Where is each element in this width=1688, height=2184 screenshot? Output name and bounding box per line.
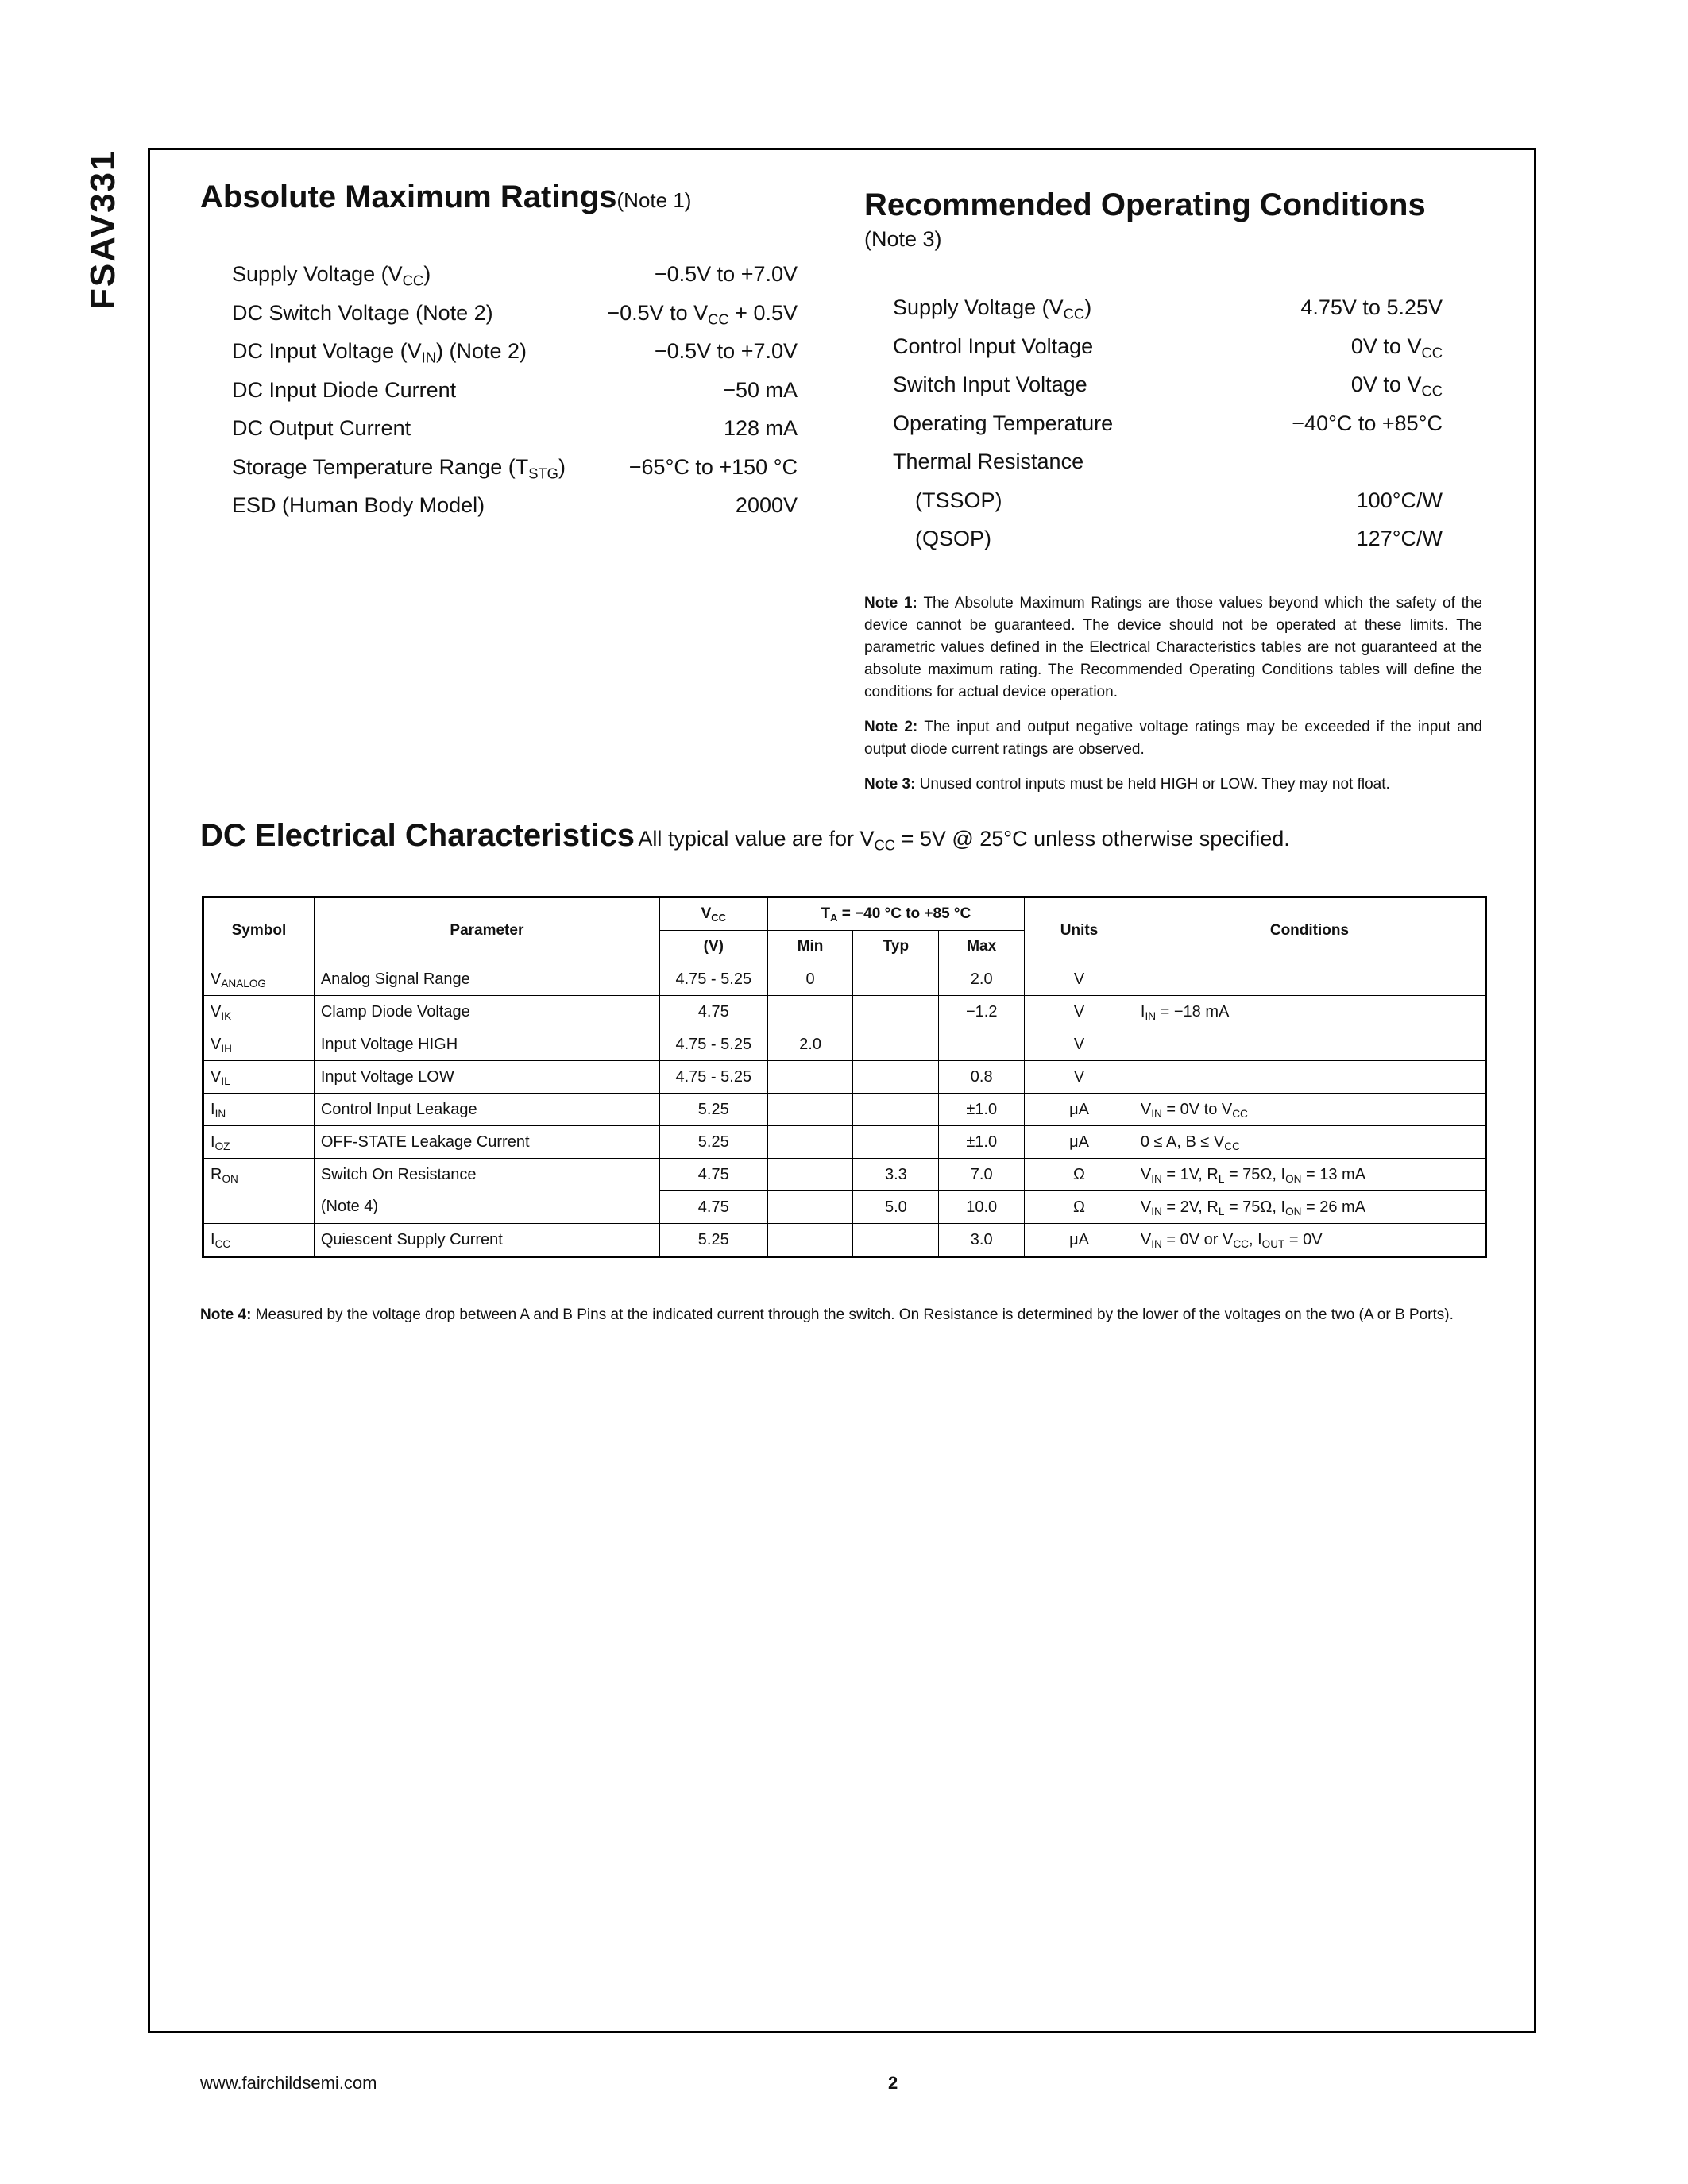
cell-typ [853, 1224, 939, 1257]
abs-max-label: Storage Temperature Range $(T_{STG})$ [232, 454, 566, 481]
cell-vcc: 4.75 - 5.25 [659, 1028, 767, 1061]
cell-max: 2.0 [939, 963, 1025, 996]
note-paragraph: Note 2: The input and output negative voltage ratings may be exceeded if the input and output diode current ratings are observed. [864, 719, 1482, 758]
col-units: Units [1025, 897, 1134, 963]
rec-op-label: (TSSOP) [915, 488, 1002, 512]
cell-conditions: 0 ≤ A, $B \le V_{CC}$ [1134, 1126, 1485, 1159]
cell-min [767, 1159, 853, 1191]
cell-conditions: $V_{IN} = 0V$ or $V_{CC}$, $I_{OUT} = 0V$ [1134, 1224, 1485, 1257]
rec-op-label: Operating Temperature [893, 411, 1114, 435]
cell-typ [853, 1028, 939, 1061]
cell-symbol [203, 1191, 315, 1224]
abs-max-label: DC Switch Voltage (Note 2) [232, 300, 493, 325]
cell-parameter: Control Input Leakage [314, 1094, 659, 1126]
note-paragraph: Note 1: The Absolute Maximum Ratings are those values beyond which the safety of the device cannot be guaranteed. The device should not be operated at these limits. The parametric values defined in the Electrical Characteristics tables are not guaranteed at the absolute maximum rating. The Recommended Operating Conditions tables will define the conditions for actual device operation. [864, 595, 1482, 700]
abs-max-value: 2000V [735, 493, 798, 517]
abs-max-row [232, 339, 798, 368]
cell-typ [853, 1126, 939, 1159]
abs-max-value: −50 mA [723, 377, 798, 402]
cell-min [767, 1094, 853, 1126]
cell-conditions [1134, 1061, 1485, 1094]
abs-max-row [232, 301, 798, 330]
rec-op-label: (QSOP) [915, 527, 992, 550]
cell-units: V [1025, 1028, 1134, 1061]
col-symbol: Symbol [203, 897, 315, 963]
cell-symbol: $R_{ON}$ [203, 1159, 315, 1191]
abs-max-row [232, 416, 798, 445]
cell-typ [853, 1061, 939, 1094]
cell-typ: 5.0 [853, 1191, 939, 1224]
abs-max-value: −65°C to +150 °C [628, 454, 798, 479]
col-parameter: Parameter [314, 897, 659, 963]
cell-vcc: 4.75 [659, 1159, 767, 1191]
rec-op-row [893, 295, 1443, 324]
cell-vcc: 4.75 [659, 1191, 767, 1224]
cell-parameter: (Note 4) [314, 1191, 659, 1224]
side-part-number: FSAV331 [83, 149, 122, 310]
cell-min: 2.0 [767, 1028, 853, 1061]
cell-units: μA [1025, 1094, 1134, 1126]
cell-conditions [1134, 1028, 1485, 1061]
rec-op-label: Control Input Voltage [893, 334, 1094, 358]
abs-max-heading [200, 179, 691, 215]
col-max: Max [939, 931, 1025, 963]
abs-max-row [232, 262, 798, 291]
rec-op-title: Recommended Operating Conditions [864, 187, 1426, 222]
rec-op-label: Thermal Resistance [893, 450, 1084, 473]
abs-max-label: DC Input Voltage $(V_{IN})$ (Note 2) [232, 339, 527, 366]
table-row [203, 1028, 1486, 1061]
table-row [203, 1224, 1486, 1257]
table-row [203, 1126, 1486, 1159]
cell-symbol: $V_{ANALOG}$ [203, 963, 315, 996]
cell-typ: 3.3 [853, 1159, 939, 1191]
cell-symbol: $V_{IL}$ [203, 1061, 315, 1094]
cell-parameter: Input Voltage HIGH [314, 1028, 659, 1061]
dc-subtitle: All typical value are for $V_{CC} = 5V$ @ 25°C unless otherwise specified. [638, 827, 1290, 854]
cell-units: V [1025, 1061, 1134, 1094]
rec-op-value: 127°C/W [1356, 527, 1443, 550]
abs-max-note: (Note 1) [616, 188, 692, 212]
note-4: Note 4: Measured by the voltage drop between A and B Pins at the indicated current through the switch. On Resistance is determined by the lower of the voltages on the two (A or B Ports). [200, 1306, 1454, 1323]
cell-min [767, 1061, 853, 1094]
table-row [203, 1094, 1486, 1126]
cell-max: 10.0 [939, 1191, 1025, 1224]
table-row [203, 1191, 1486, 1224]
cell-vcc: 4.75 - 5.25 [659, 1061, 767, 1094]
abs-max-value: −0.5V to $V_{CC} + 0.5V$ [607, 300, 798, 327]
abs-max-label: DC Input Diode Current [232, 377, 457, 402]
cell-max: ±1.0 [939, 1094, 1025, 1126]
cell-min [767, 1191, 853, 1224]
cell-vcc: 5.25 [659, 1126, 767, 1159]
note-paragraph: Note 3: Unused control inputs must be held HIGH or LOW. They may not float. [864, 776, 1390, 793]
cell-symbol: $I_{OZ}$ [203, 1126, 315, 1159]
cell-typ [853, 996, 939, 1028]
abs-max-row [232, 455, 798, 484]
abs-max-value: 128 mA [723, 416, 798, 440]
cell-min: 0 [767, 963, 853, 996]
cell-max: 0.8 [939, 1061, 1025, 1094]
rec-op-row [893, 527, 1443, 555]
cell-parameter: Quiescent Supply Current [314, 1224, 659, 1257]
cell-symbol: $V_{IK}$ [203, 996, 315, 1028]
rec-op-row [893, 450, 1443, 478]
table-row [203, 1061, 1486, 1094]
abs-max-value: −0.5V to +7.0V [654, 339, 798, 363]
cell-conditions: $V_{IN} = 1V$, $R_L = 75\Omega$, $I_{ON} = 13$ mA [1134, 1159, 1485, 1191]
table-row [203, 963, 1486, 996]
cell-max: ±1.0 [939, 1126, 1025, 1159]
cell-max: 3.0 [939, 1224, 1025, 1257]
table-header-row [203, 897, 1486, 931]
cell-conditions: $I_{IN} = -18$ mA [1134, 996, 1485, 1028]
cell-conditions: $V_{IN} = 0V$ to $V_{CC}$ [1134, 1094, 1485, 1126]
cell-vcc: 4.75 [659, 996, 767, 1028]
cell-min [767, 996, 853, 1028]
notes-block [864, 592, 1482, 808]
rec-op-value: 0V to $V_{CC}$ [1350, 334, 1443, 361]
cell-units: Ω [1025, 1159, 1134, 1191]
dc-title: DC Electrical Characteristics [200, 818, 635, 853]
cell-vcc: 4.75 - 5.25 [659, 963, 767, 996]
abs-max-row [232, 378, 798, 407]
col-vcc: $V_{CC}$ [659, 897, 767, 931]
rec-op-row [893, 488, 1443, 517]
cell-units: Ω [1025, 1191, 1134, 1224]
cell-max: −1.2 [939, 996, 1025, 1028]
col-conditions: Conditions [1134, 897, 1485, 963]
rec-op-row [893, 334, 1443, 363]
table-row [203, 996, 1486, 1028]
cell-min [767, 1224, 853, 1257]
cell-parameter: Switch On Resistance [314, 1159, 659, 1191]
col-vcc-unit: (V) [659, 931, 767, 963]
cell-conditions: $V_{IN} = 2V$, $R_L = 75\Omega$, $I_{ON} = 26$ mA [1134, 1191, 1485, 1224]
abs-max-row [232, 493, 798, 522]
rec-op-note: (Note 3) [864, 227, 942, 251]
cell-symbol: $V_{IH}$ [203, 1028, 315, 1061]
cell-min [767, 1126, 853, 1159]
dc-heading [200, 818, 1290, 854]
abs-max-value: −0.5V to +7.0V [654, 262, 798, 286]
dc-characteristics-table [202, 896, 1487, 1258]
cell-symbol: $I_{IN}$ [203, 1094, 315, 1126]
page-number: 2 [888, 2073, 898, 2093]
abs-max-label: ESD (Human Body Model) [232, 493, 485, 517]
cell-units: V [1025, 996, 1134, 1028]
cell-typ [853, 1094, 939, 1126]
cell-parameter: Clamp Diode Voltage [314, 996, 659, 1028]
cell-max: 7.0 [939, 1159, 1025, 1191]
col-typ: Typ [853, 931, 939, 963]
cell-units: μA [1025, 1224, 1134, 1257]
cell-vcc: 5.25 [659, 1224, 767, 1257]
rec-op-value: −40°C to +85°C [1292, 411, 1443, 435]
cell-typ [853, 963, 939, 996]
rec-op-value: 0V to $V_{CC}$ [1350, 372, 1443, 399]
cell-vcc: 5.25 [659, 1094, 767, 1126]
cell-parameter: OFF-STATE Leakage Current [314, 1126, 659, 1159]
rec-op-row [893, 411, 1443, 440]
cell-parameter: Analog Signal Range [314, 963, 659, 996]
cell-parameter: Input Voltage LOW [314, 1061, 659, 1094]
abs-max-label: Supply Voltage $(V_{CC})$ [232, 262, 431, 289]
footer-url: www.fairchildsemi.com [200, 2073, 377, 2093]
abs-max-label: DC Output Current [232, 416, 411, 440]
rec-op-label: Switch Input Voltage [893, 372, 1087, 396]
cell-units: μA [1025, 1126, 1134, 1159]
col-min: Min [767, 931, 853, 963]
cell-units: V [1025, 963, 1134, 996]
cell-conditions [1134, 963, 1485, 996]
cell-max [939, 1028, 1025, 1061]
rec-op-row [893, 372, 1443, 401]
abs-max-title: Absolute Maximum Ratings [200, 179, 617, 214]
rec-op-label: Supply Voltage $(V_{CC})$ [893, 295, 1092, 322]
table-row [203, 1159, 1486, 1191]
col-ta-range: $T_A = -40$ °C to +85 °C [767, 897, 1024, 931]
cell-symbol: $I_{CC}$ [203, 1224, 315, 1257]
rec-op-value: 4.75V to 5.25V [1300, 295, 1443, 319]
rec-op-value: 100°C/W [1356, 488, 1443, 512]
